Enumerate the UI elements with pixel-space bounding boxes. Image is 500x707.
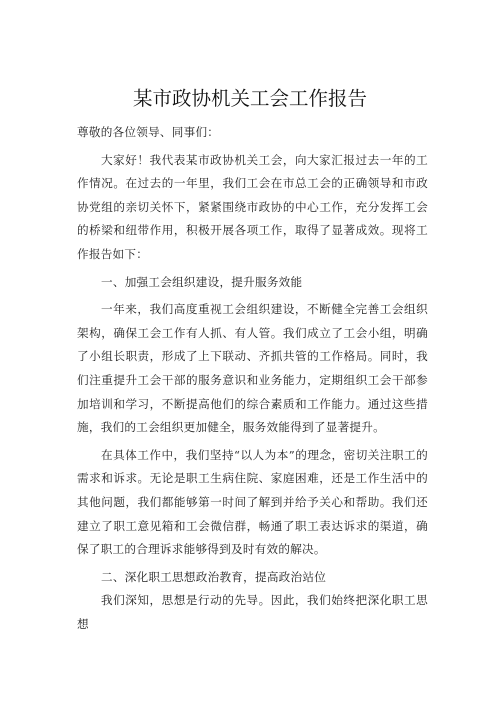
- paragraph-section1-1: 一年来，我们高度重视工会组织建设，不断健全完善工会组织架构，确保工会工作有人抓、有人管。我们成立了工会小组，明确了小组长职责，形成了上下联动、齐抓共管的工作格局。同时，我们注重提升工会干部的服务意识和业务能力，定期组织工会干部参加培训和学习，不断提高他们的综合素质和工作能力。通过这些措施，我们的工会组织更加健全，服务效能得到了显著提升。: [77, 302, 428, 435]
- document-body: [77, 121, 428, 636]
- document-title: 某市政协机关工会工作报告: [132, 87, 367, 110]
- section-heading-1: 一、加强工会组织建设，提升服务效能: [101, 274, 303, 289]
- paragraph-section1-2: 在具体工作中，我们坚持“以人为本”的理念，密切关注职工的需求和诉求。无论是职工生病住院、家庭困难，还是工作生活中的其他问题，我们都能够第一时间了解到并给予关心和帮助。我们还建立了职工意见箱和工会微信群，畅通了职工表达诉求的渠道，确保了职工的合理诉求能够得到及时有效的解决。: [77, 447, 428, 557]
- section-heading-2: 二、深化职工思想政治教育，提高政治站位: [101, 569, 327, 584]
- salutation: 尊敬的各位领导、同事们：: [77, 125, 220, 139]
- paragraph-section2-1: 我们深知，思想是行动的先导。因此，我们始终把深化职工思想: [77, 593, 428, 631]
- paragraph-intro: 大家好！我代表某市政协机关工会，向大家汇报过去一年的工作情况。在过去的一年里，我们工会在市总工会的正确领导和市政协党组的亲切关怀下，紧紧围绕市政协的中心工作，充分发挥工会的桥梁和纽带作用，积极开展各项工作，取得了显著成效。现将工作报告如下：: [77, 152, 428, 261]
